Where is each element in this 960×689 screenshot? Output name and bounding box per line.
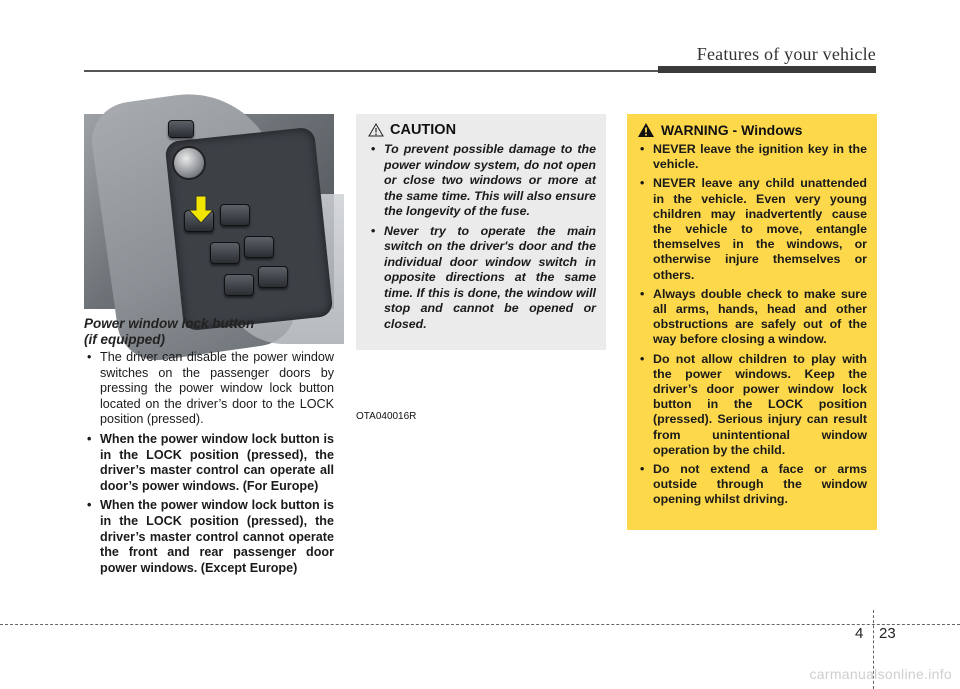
list-item: • To prevent possible damage to the power window system, do not open or close two windows or more at the same time. This will also ensure the longevity of the fuse. bbox=[368, 142, 596, 220]
caution-box bbox=[356, 114, 606, 350]
chapter-number: 4 bbox=[855, 625, 864, 642]
list-item: • NEVER leave the ignition key in the vehicle. bbox=[637, 142, 867, 172]
figure-caption: Power window lock button (if equipped) bbox=[84, 316, 255, 347]
header-rule-accent bbox=[658, 66, 876, 73]
warning-title: WARNING - Windows bbox=[661, 122, 803, 138]
list-item: • The driver can disable the power window switches on the passenger doors by pressing the power window lock button located on the driver’s door to the LOCK position (pressed). bbox=[84, 350, 334, 428]
caution-triangle-icon bbox=[368, 123, 384, 137]
list-item: • Always double check to make sure all arms, hands, head and other obstructions are safely out of the way before closing a window. bbox=[637, 287, 867, 348]
figure-code: OTA040016R bbox=[356, 411, 417, 422]
list-item: • Never try to operate the main switch on the driver's door and the individual door window switch in opposite directions at the same time. If this is done, the window will stop and cannot be opened or closed. bbox=[368, 224, 596, 333]
list-item: • When the power window lock button is in the LOCK position (pressed), the driver’s master control cannot operate the front and rear passenger door power windows. (Except Europe) bbox=[84, 498, 334, 576]
warning-triangle-icon bbox=[637, 122, 655, 138]
warning-box bbox=[627, 114, 877, 530]
section-title: Features of your vehicle bbox=[696, 44, 876, 64]
list-item: • When the power window lock button is in the LOCK position (pressed), the driver’s master control can operate all door’s power windows. (For Europe) bbox=[84, 432, 334, 494]
warning-subtitle: Windows bbox=[741, 122, 803, 138]
list-item: • Do not extend a face or arms outside through the window opening whilst driving. bbox=[637, 462, 867, 508]
watermark: carmanualsonline.info bbox=[809, 666, 952, 682]
page-number: 23 bbox=[879, 625, 896, 642]
lock-button-description bbox=[84, 350, 334, 580]
list-item: • Do not allow children to play with the power windows. Keep the driver’s door power window lock button in the LOCK position (pressed). Serious injury can result from unintentional window operation by the child. bbox=[637, 352, 867, 458]
pointer-arrow-icon bbox=[188, 196, 214, 224]
footer-rule bbox=[0, 624, 960, 625]
caution-title: CAUTION bbox=[390, 122, 457, 138]
mirror-control-knob bbox=[172, 146, 206, 180]
list-item: • NEVER leave any child unattended in the vehicle. Even very young children may inadvertently cause the vehicle to move, entangle themselves in the windows, or otherwise injure themselves or others. bbox=[637, 176, 867, 282]
